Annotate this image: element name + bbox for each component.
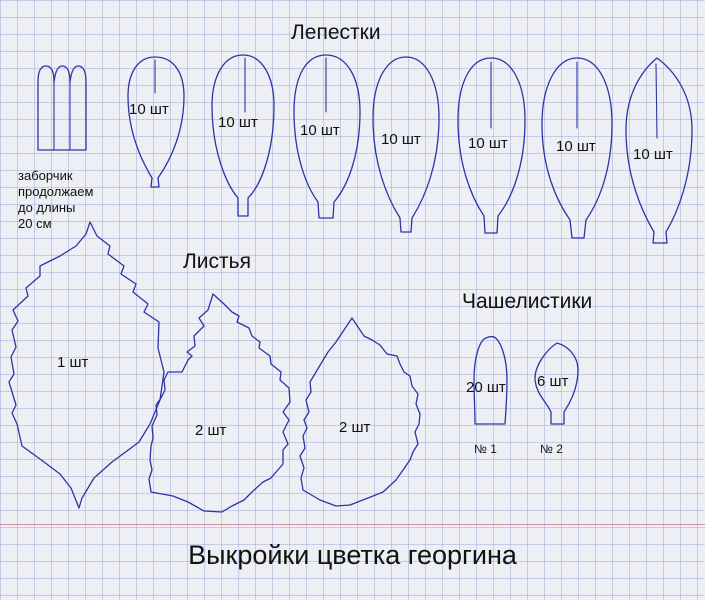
sepal-2-count: 6 шт (537, 373, 569, 390)
petal-5-count: 10 шт (468, 135, 508, 152)
petals-section-title: Лепестки (291, 21, 381, 44)
leaf-2-shape (149, 294, 290, 512)
fringe-note (18, 168, 93, 232)
sepals-section-title: Чашелистики (462, 290, 593, 313)
fringe-note-line: 20 см (18, 216, 52, 231)
sepal-1-number: № 1 (474, 442, 497, 456)
fringe-note-line: до длины (18, 200, 76, 215)
leaves-section-title: Листья (183, 250, 251, 273)
petal-1-count: 10 шт (129, 101, 169, 118)
petal-2-shape (212, 55, 274, 216)
fringe-note-line: продолжаем (18, 184, 94, 199)
petal-7-vein (656, 64, 657, 138)
petal-3-count: 10 шт (300, 122, 340, 139)
petal-7-count: 10 шт (633, 146, 673, 163)
fringe-pattern (38, 66, 86, 150)
sepal-2-number: № 2 (540, 442, 563, 456)
fringe-note-line: заборчик (18, 168, 73, 183)
leaf-2-count: 2 шт (195, 422, 227, 439)
margin-line (0, 524, 705, 525)
leaf-3-count: 2 шт (339, 419, 371, 436)
petal-2-count: 10 шт (218, 114, 258, 131)
sepal-1-count: 20 шт (466, 379, 506, 396)
petal-6-count: 10 шт (556, 138, 596, 155)
leaf-1-count: 1 шт (57, 354, 89, 371)
footer-title: Выкройки цветка георгина (188, 540, 517, 570)
petal-1-shape (128, 57, 184, 187)
petal-4-count: 10 шт (381, 131, 421, 148)
leaf-3-shape (300, 318, 420, 506)
